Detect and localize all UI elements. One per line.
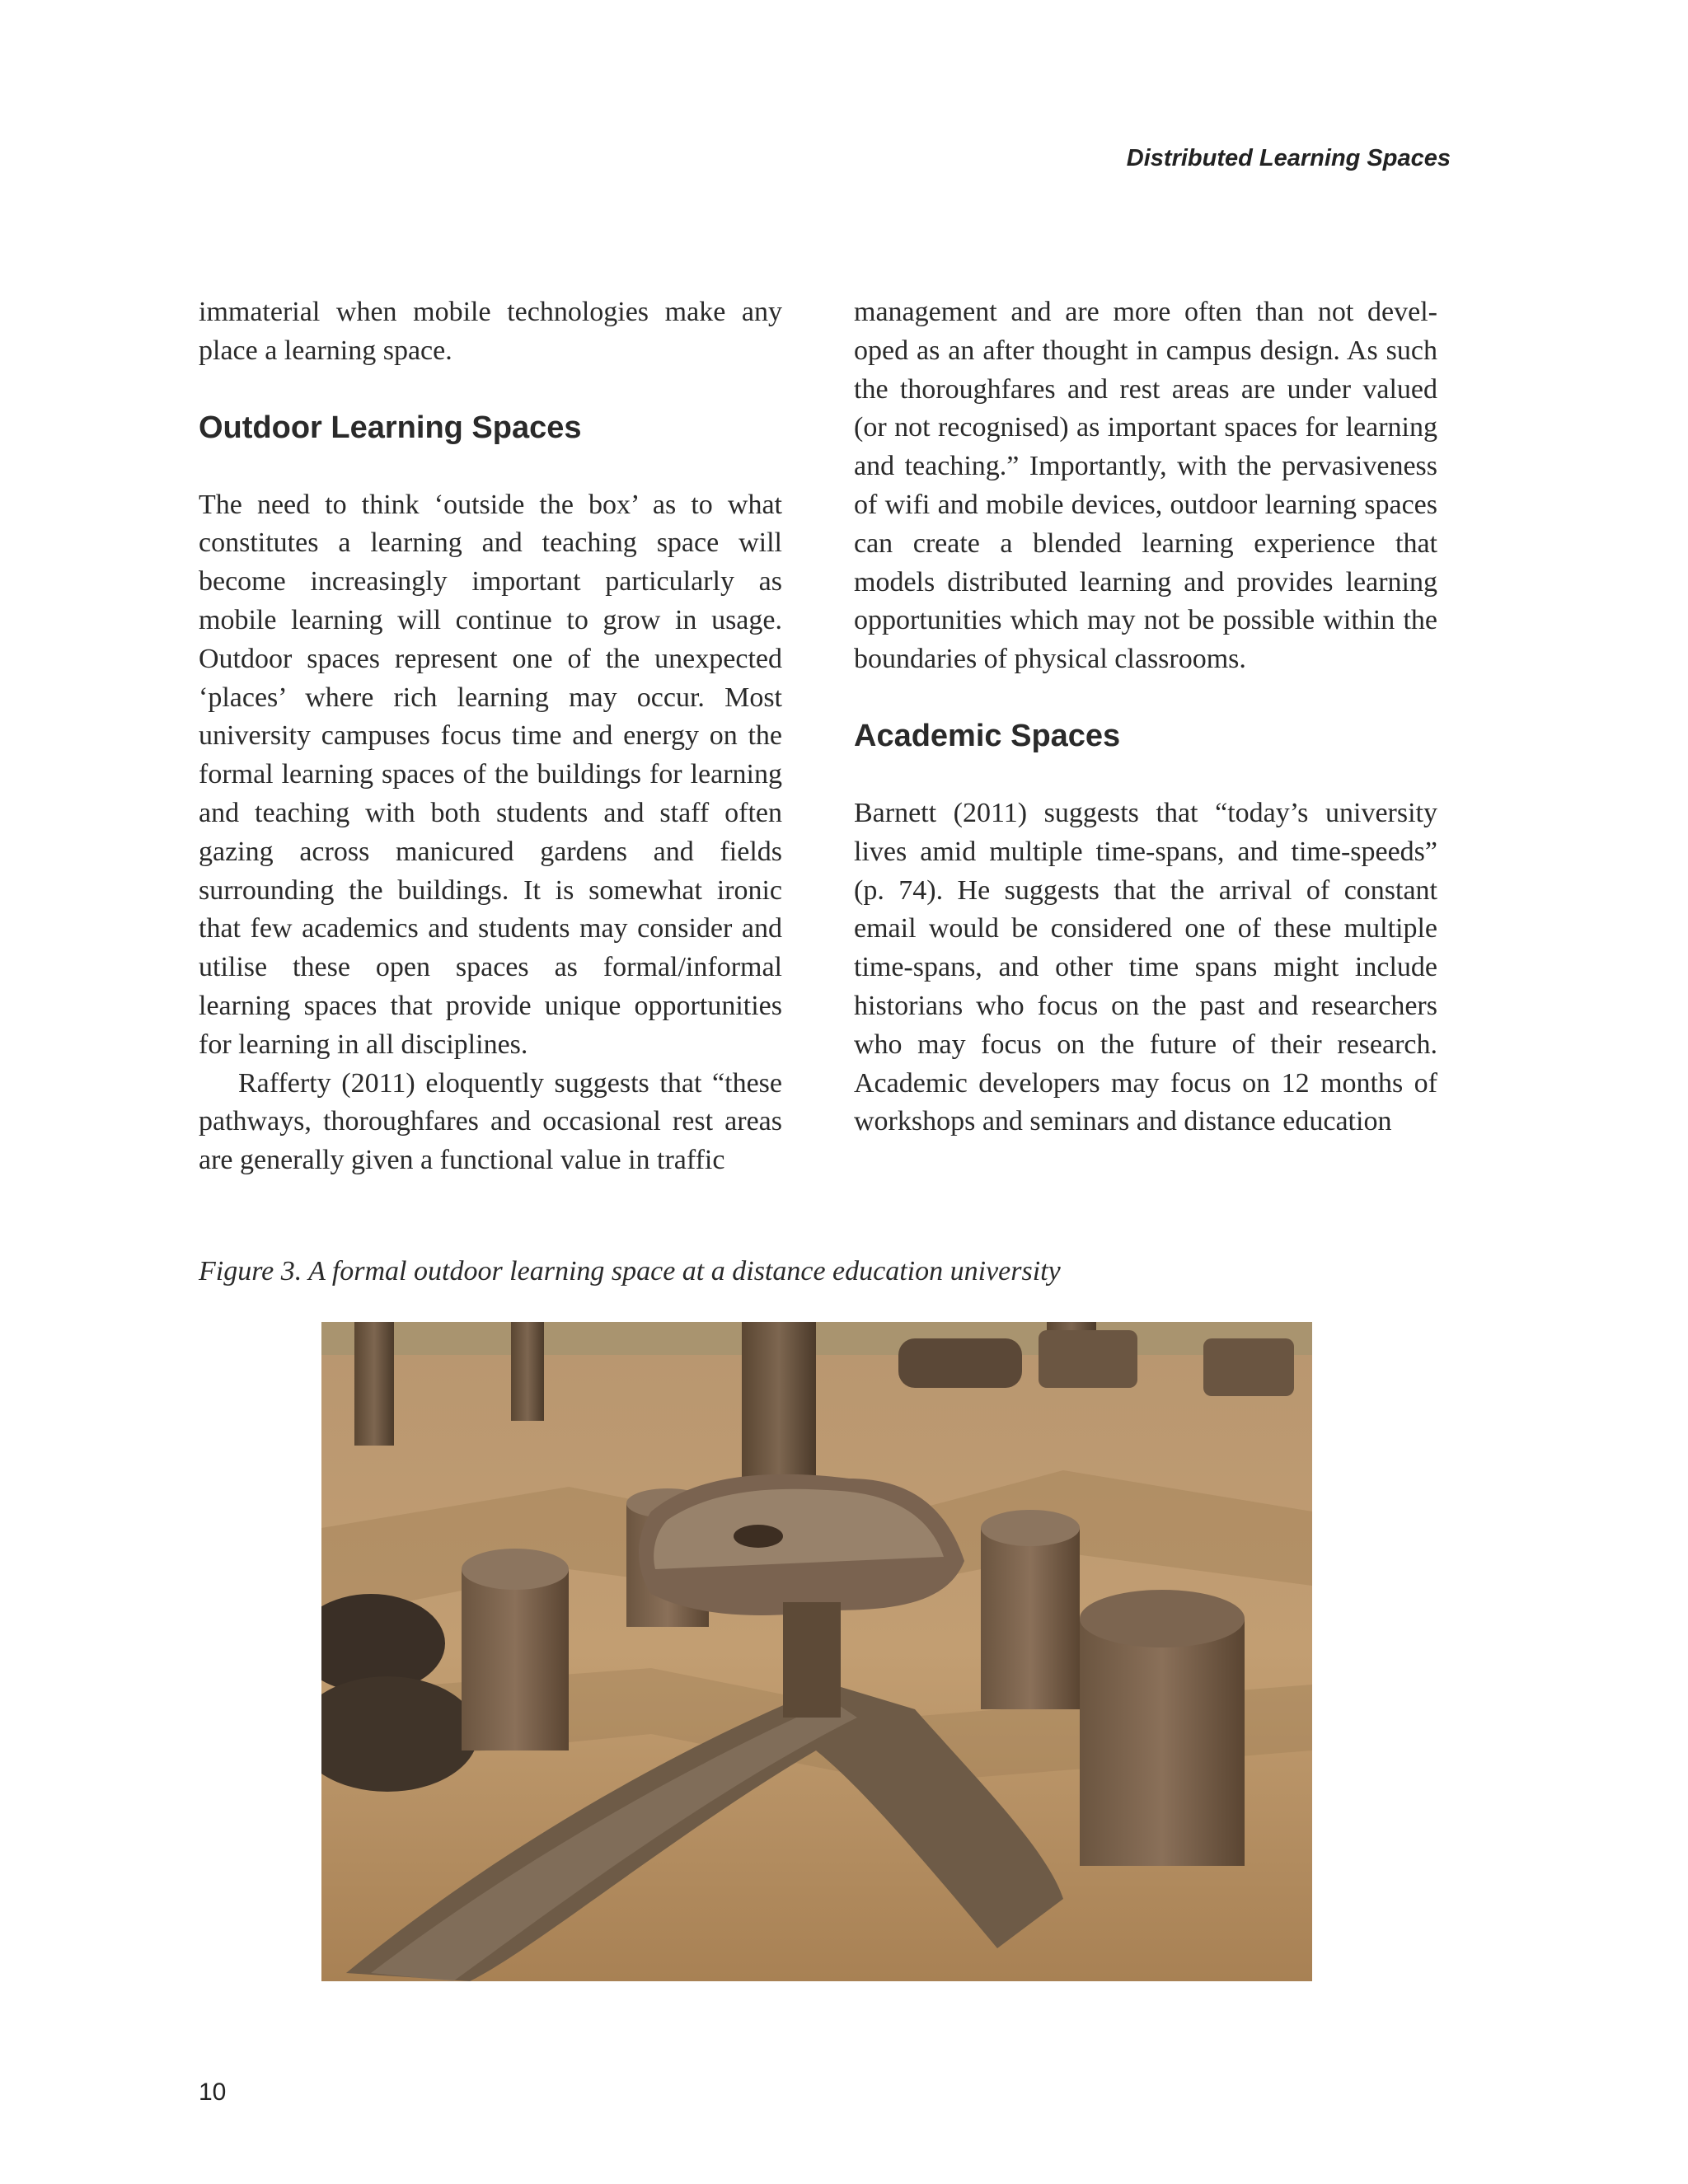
page-number: 10 xyxy=(199,2079,227,2106)
section-heading-outdoor: Outdoor Learning Spaces xyxy=(199,410,582,445)
left-paragraph-1: immaterial when mobile technologies make any place a learning space. xyxy=(199,297,782,366)
right-paragraph-1: management and are more often than not devel- oped as an after thought in campus design. As such the thoroughfares and rest areas are under valued (or not recognised) as important spaces for learning and teaching.” Importantly, with the pervasiveness of wifi and mobile devices, outdoor learning spaces can create a blended learning experience that models distributed learning and provides learning opportunities which may not be possible within the boundaries of physical classrooms. xyxy=(854,297,1437,675)
right-paragraph-2: Barnett (2011) suggests that “today’s university lives amid multiple time-spans, and time-speeds” (p. 74). He suggests that the arrival of constant email would be considered one of these multiple time-spans, and other time spans might include historians who focus on the past and researchers who may focus on the future of their research. Academic developers may focus on 12 months of workshops and seminars and distance education xyxy=(854,797,1437,1137)
figure-caption: Figure 3. A formal outdoor learning space at a distance education university xyxy=(199,1256,1061,1286)
figure-photo xyxy=(321,1322,1312,1981)
left-paragraph-2: The need to think ‘outside the box’ as to what constitutes a learning and teaching space will become increasingly important particularly as mobile learning will continue to grow in usage. Outdoor spaces represent one of the unexpected ‘places’ where rich learning may occur. Most university campuses focus time and energy on the formal learning spaces of the buildings for learning and teaching with both students and staff often gazing across manicured gardens and fields surrounding the buildings. It is somewhat ironic that few academics and students may consider and utilise these open spaces as formal/informal learning spaces that provide unique opportunities for learning in all disciplines. xyxy=(199,489,782,1060)
left-paragraph-3: Rafferty (2011) eloquently suggests that “these pathways, thoroughfares and occasional rest areas are generally given a functional value in traffic xyxy=(199,1067,782,1176)
right-column xyxy=(854,293,1437,1141)
left-column xyxy=(199,293,782,1180)
section-heading-academic: Academic Spaces xyxy=(854,718,1121,753)
running-head: Distributed Learning Spaces xyxy=(1126,145,1451,171)
